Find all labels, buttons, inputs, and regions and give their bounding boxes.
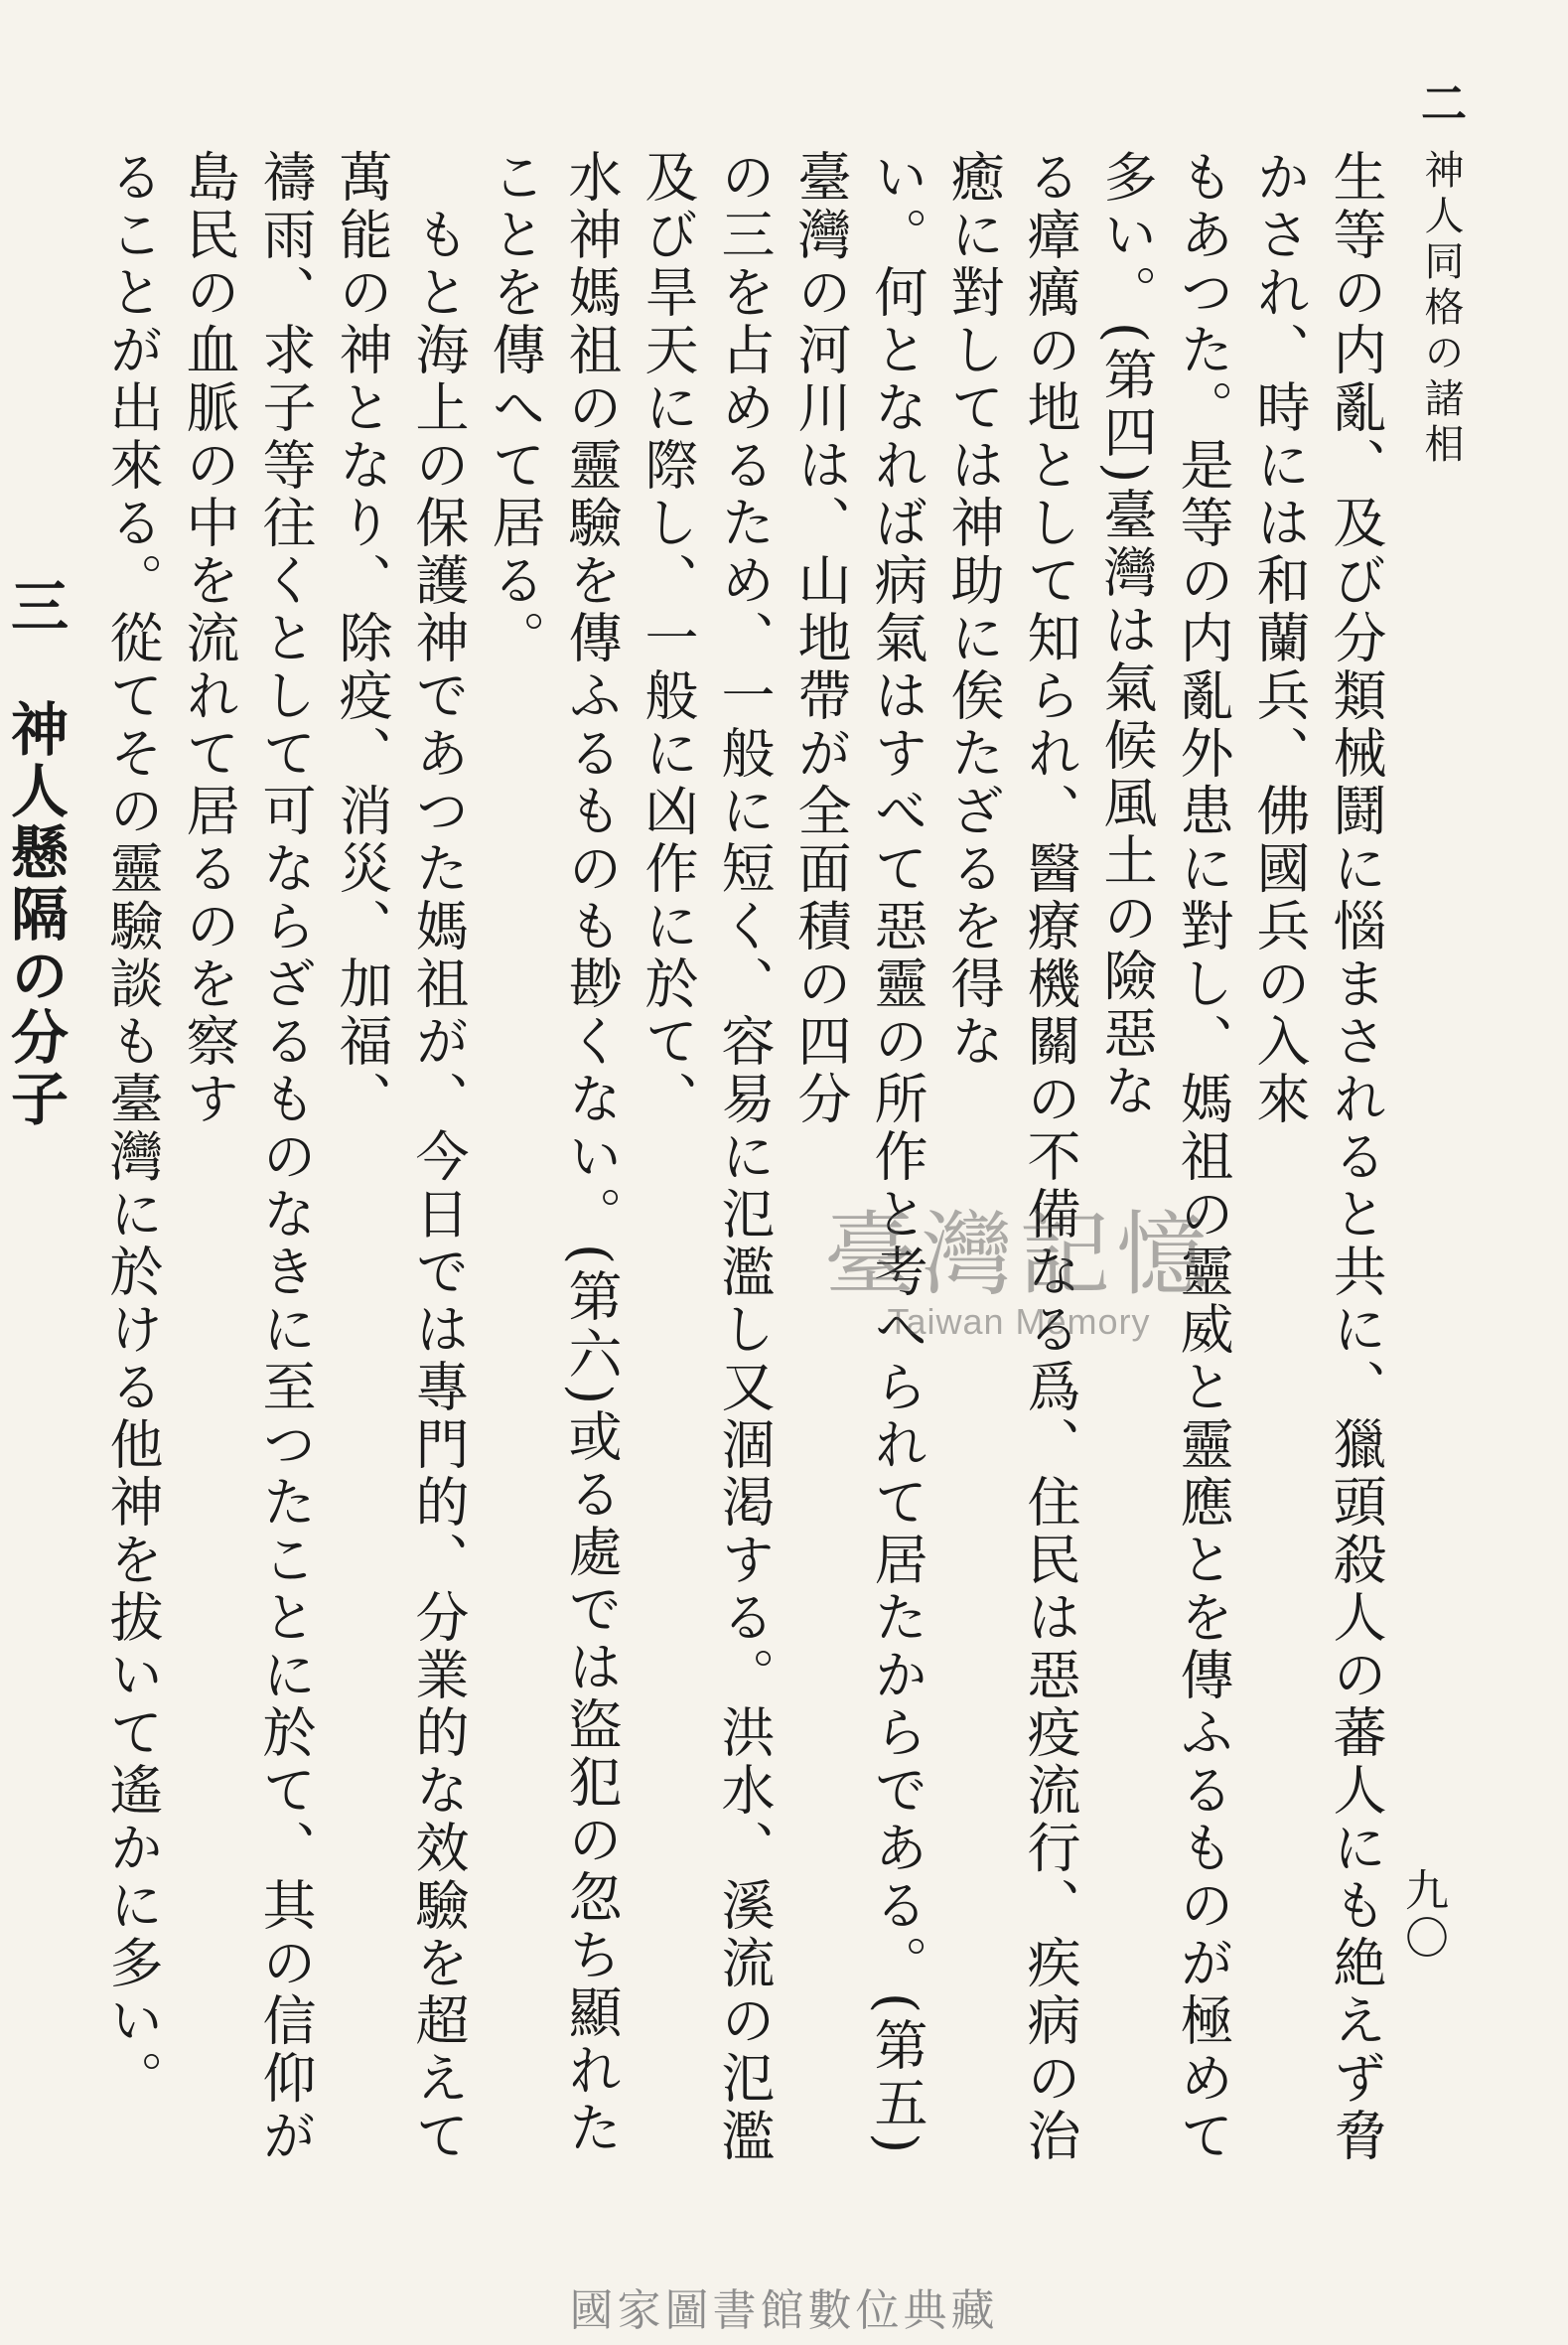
watermark-sub: Taiwan Memory [887, 1301, 1151, 1342]
text-line: ることが出來る。從てその靈驗談も臺灣に於ける他神を拔いて遙かに多い。 [101, 149, 164, 2108]
text-line: い。何となれば病氣はすべて惡靈の所作と考へられて居たからである。(第五)臺灣の河川は、山地帶が全面積の四分 [789, 149, 928, 2158]
text-line: もあつた。是等の内亂外患に對し、媽祖の靈威と靈應とを傳ふるものが極めて多い。(第四)臺灣は氣候風土の險惡な [1095, 149, 1234, 2165]
text-line: の三を占めるため、一般に短く、容易に氾濫し又涸渇する。洪水、溪流の氾濫及び旱天に際し、一般に凶作に於て、 [637, 149, 776, 2165]
text-line: 生等の内亂、及び分類械鬪に惱まされると共に、獵頭殺人の蕃人にも絶えず脅かされ、時には和蘭兵、佛國兵の入來 [1248, 149, 1387, 2165]
running-head-title: 神人同格の諸相 [1418, 149, 1464, 469]
running-head [1408, 79, 1474, 469]
text-line: る瘴癘の地として知られ、醫療機關の不備なる爲、住民は惡疫流行、疾病の治癒に對しては神助に俟たざるを得な [942, 149, 1081, 2165]
chapter-mark: 二 [1414, 79, 1468, 131]
page-number: 九〇 [1397, 1867, 1448, 1963]
text-line: もと海上の保護神であつた媽祖が、今日では專門的、分業的な效驗を超えて萬能の神となり、除疫、消災、加福、 [331, 149, 470, 2165]
section-heading: 三 神人懸隔の分子 [1, 576, 69, 1130]
text-line: 禱雨、求子等往くとして可ならざるものなきに至つたことに於て、其の信仰が島民の血脈の中を流れて居るのを察す [178, 149, 317, 2165]
watermark-main: 臺灣記憶 [824, 1202, 1214, 1308]
body-text [1, 149, 1394, 2195]
footer-credit: 國家圖書館數位典藏 [569, 2285, 999, 2336]
text-line: 水神媽祖の靈驗を傳ふるものも尠くない。(第六)或る處では盜犯の忽ち顯れたことを傳へて居る。 [484, 149, 623, 2158]
